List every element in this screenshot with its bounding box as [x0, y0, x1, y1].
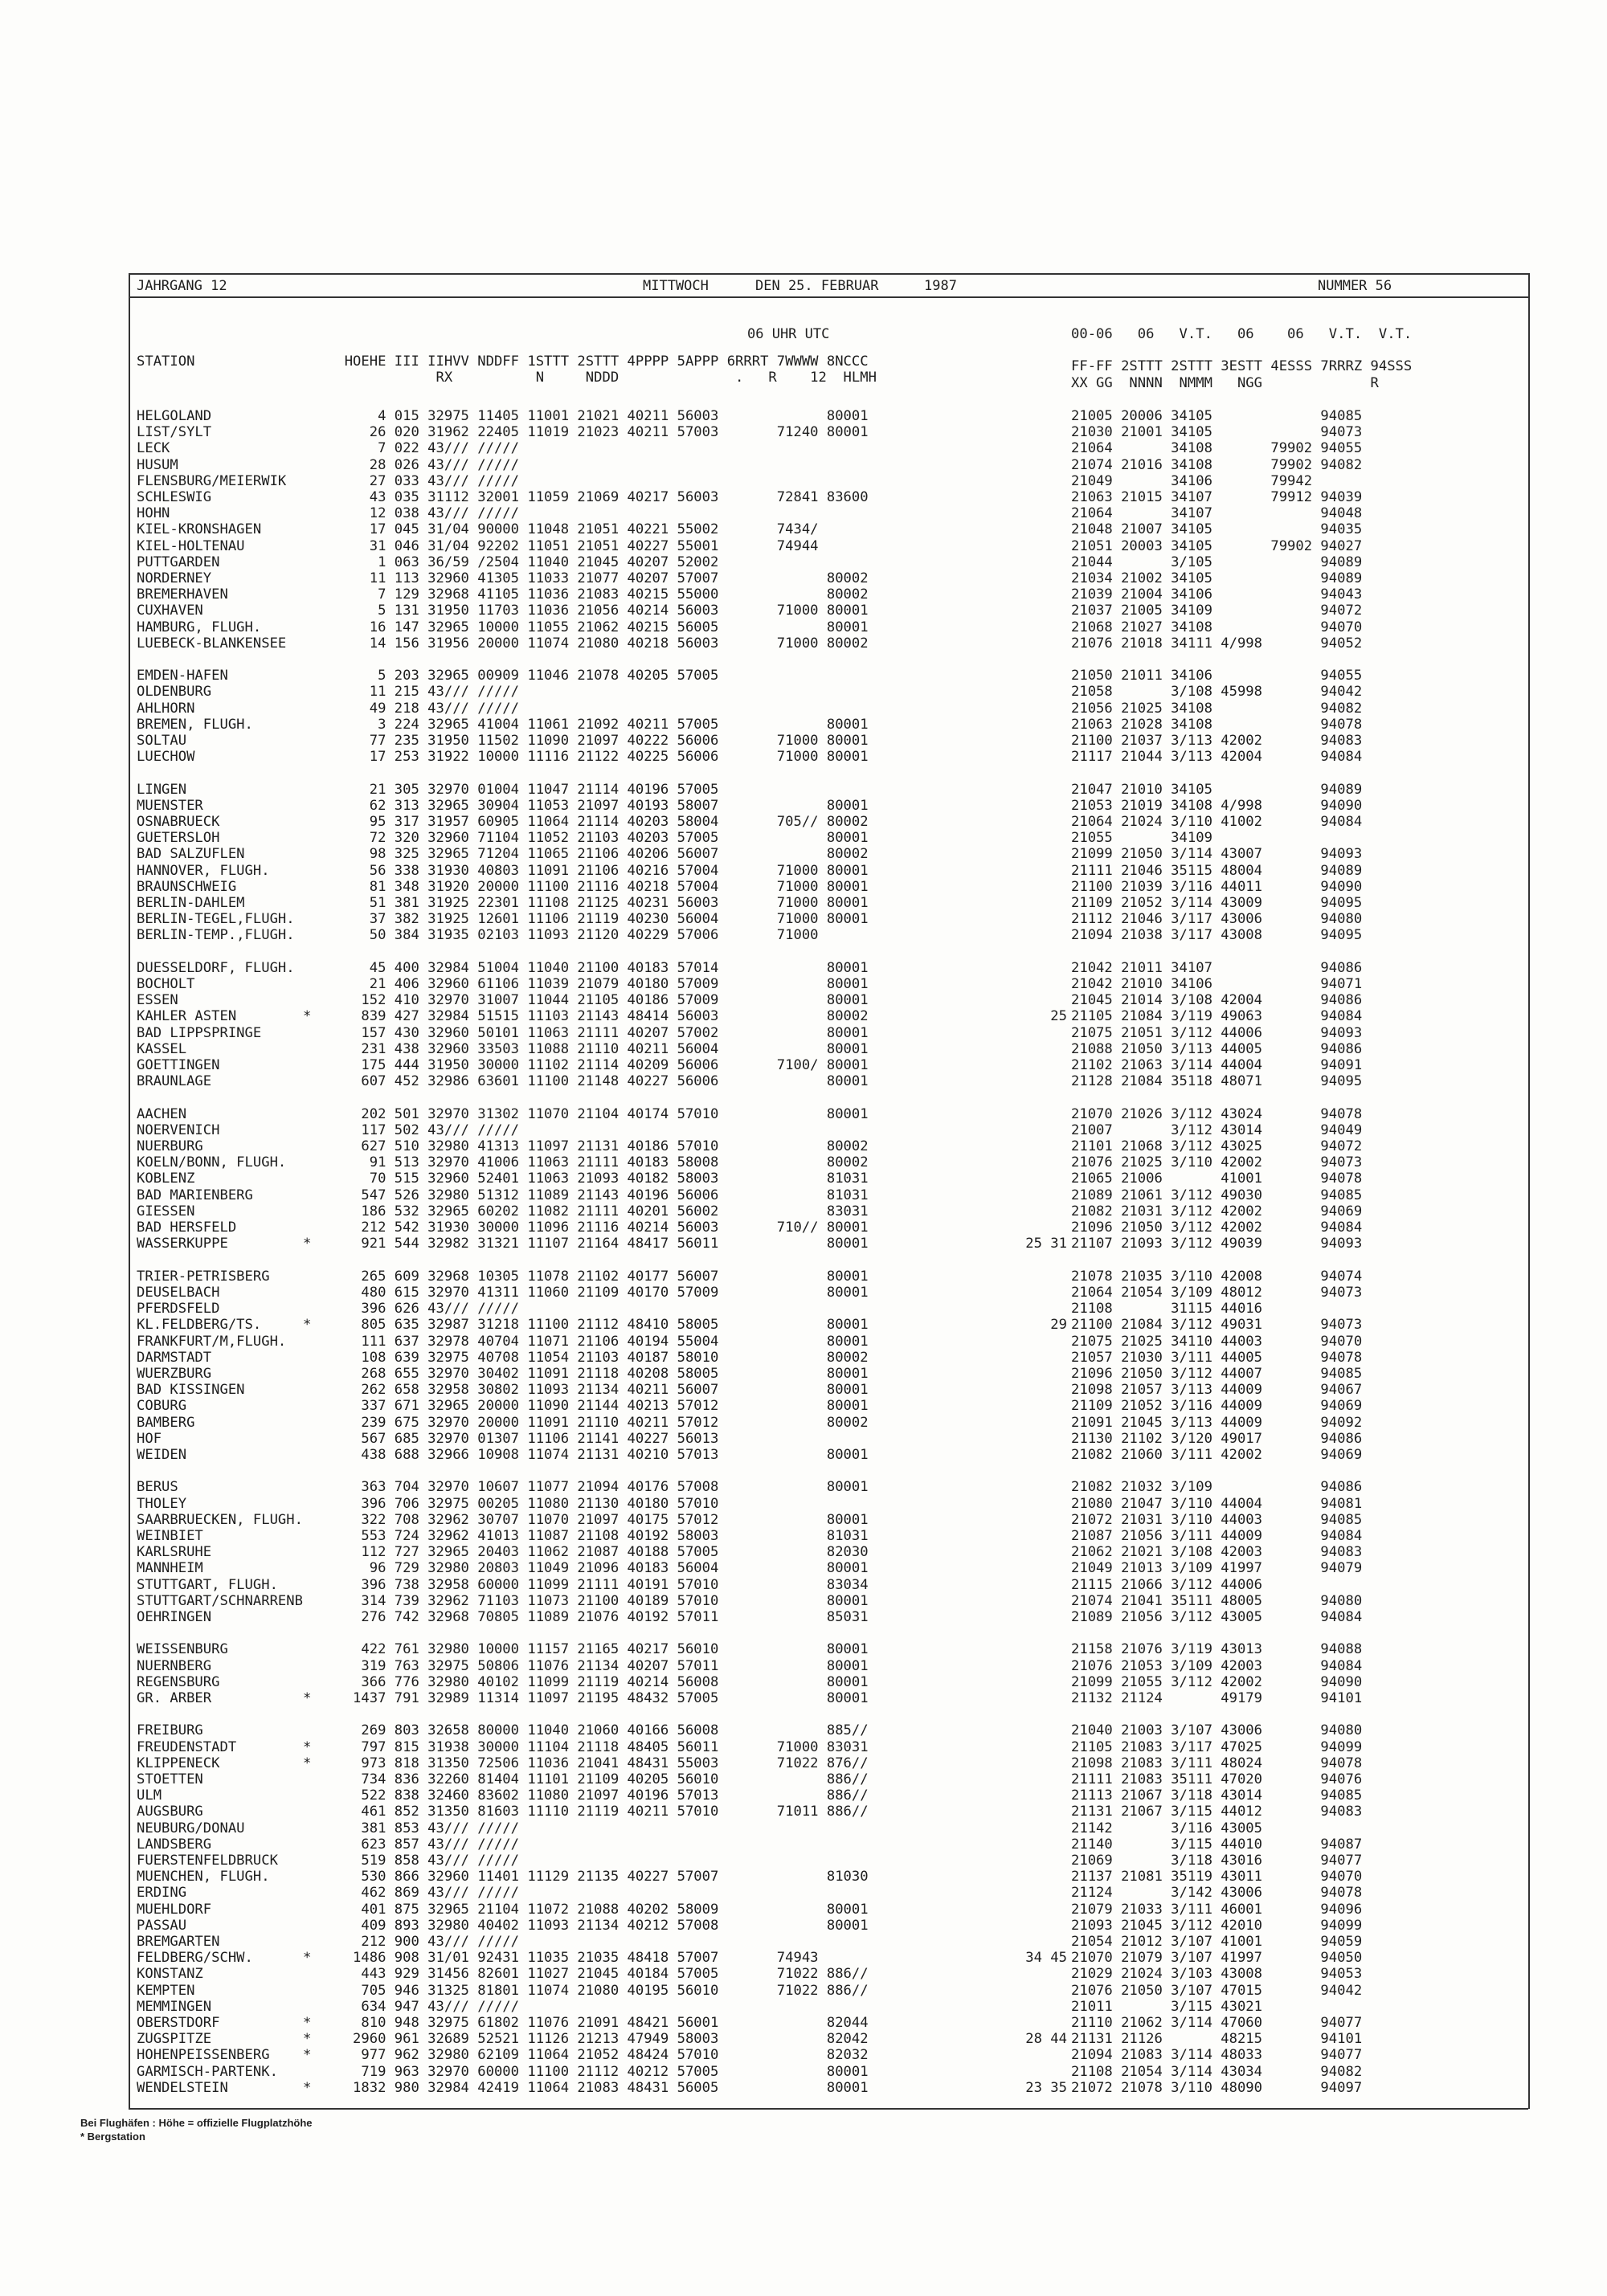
secondary-group-3: 21047 21010 34105 94089 21053 21019 34108 4/998 94090 21064 21024 3/110 41002 94084 21055 34109 21099 21050 3/114 43007 94093 21111 21046 35115 48004 94089 21100 21039 3/116 44011 94090 21109 21052 3/114 43009 94095 21112 21046 3/117 43006 94080 21094 21038 3/117 43008 94095 — [1071, 781, 1363, 944]
secondary-group-6: 21078 21035 3/110 42008 94074 21064 21054 3/109 48012 94073 21108 31115 44016 21100 21084 3/112 49031 94073 21075 21025 34110 44003 94070 21057 21030 3/111 44005 94078 21096 21050 3/112 44007 94085 21098 21057 3/113 44009 94067 21109 21052 3/116 44009 94069 21091 21045 3/113 44009 94092 21130 21102 3/120 49017 94086 21082 21060 3/111 42002 94069 — [1071, 1268, 1363, 1463]
station-group-8: WEISSENBURG 422 761 32980 10000 11157 21165 40217 56010 80001 NUERNBERG 319 763 32975 50806 11076 21134 40207 57011 80001 REGENSBURG 366 776 32980 40102 11099 21119 40214 56008 80001 GR. ARBER * 1437 791 32989 11314 11097 21195 48432 57005 80001 — [137, 1641, 869, 1706]
station-table-main — [137, 408, 869, 2112]
gust-extra-value: 25 — [1050, 1008, 1067, 1025]
column-headers-secondary: 00-06 06 V.T. 06 06 V.T. V.T. FF-FF 2STTT 2STTT 3ESTT 4ESSS 7RRRZ 94SSS XX GG NNNN NMMM NGG R — [1071, 326, 1413, 391]
issue-number: NUMMER 56 — [1318, 278, 1392, 294]
gust-extra-value: 25 31 — [1025, 1236, 1067, 1252]
secondary-group-2: 21050 21011 34106 94055 21058 3/108 45998 94042 21056 21025 34108 94082 21063 21028 34108 94078 21100 21037 3/113 42002 94083 21117 21044 3/113 42004 94084 — [1071, 668, 1363, 766]
date-label: DEN 25. FEBRUAR — [755, 278, 879, 294]
secondary-group-7: 21082 21032 3/109 94086 21080 21047 3/110 44004 94081 21072 21031 3/110 44003 94085 21087 21056 3/111 44009 94084 21062 21021 3/108 42003 94083 21049 21013 3/109 41997 94079 21115 21066 3/112 44006 21074 21041 35111 48005 94080 21089 21056 3/112 43005 94084 — [1071, 1479, 1363, 1625]
station-group-2: EMDEN-HAFEN 5 203 32965 00909 11046 21078 40205 57005 OLDENBURG 11 215 43/// ///// AHLHORN 49 218 43/// ///// BREMEN, FLUGH. 3 224 32965 41004 11061 21092 40211 57005 80001 SOLTAU 77 235 31950 11502 11090 21097 40222 56006 71000 80001 LUECHOW 17 253 31922 10000 11116 21122 40225 56006 71000 80001 — [137, 668, 869, 766]
secondary-group-8: 21158 21076 3/119 43013 94088 21076 21053 3/109 42003 94084 21099 21055 3/112 42002 94090 21132 21124 49179 94101 — [1071, 1641, 1363, 1706]
station-group-6: TRIER-PETRISBERG 265 609 32968 10305 11078 21102 40177 56007 80001 DEUSELBACH 480 615 32970 41311 11060 21109 40170 57009 80001 PFERDSFELD 396 626 43/// ///// KL.FELDBERG/TS. * 805 635 32987 31218 11100 21112 48410 58005 80001 FRANKFURT/M,FLUGH. 111 637 32978 40704 11071 21106 40194 55004 80001 DARMSTADT 108 639 32975 40708 11054 21103 40187 58010 80002 WUERZBURG 268 655 32970 30402 11091 21118 40208 58005 80001 BAD KISSINGEN 262 658 32958 30802 11093 21134 40211 56007 80001 COBURG 337 671 32965 20000 11090 21144 40213 57012 80001 BAMBERG 239 675 32970 20000 11091 21110 40211 57012 80002 HOF 567 685 32970 01307 11106 21141 40227 56013 WEIDEN 438 688 32966 10908 11074 21131 40210 57013 80001 — [137, 1268, 869, 1463]
station-table-secondary — [1071, 408, 1362, 2112]
footnote-mountain-station: * Bergstation — [80, 2131, 145, 2143]
station-group-7: BERUS 363 704 32970 10607 11077 21094 40176 57008 80001 THOLEY 396 706 32975 00205 11080 21130 40180 57010 SAARBRUECKEN, FLUGH. 322 708 32962 30707 11070 21097 40175 57012 80001 WEINBIET 553 724 32962 41013 11087 21108 40192 58003 81031 KARLSRUHE 112 727 32965 20403 11062 21087 40188 57005 82030 MANNHEIM 96 729 32980 20803 11049 21096 40183 56004 80001 STUTTGART, FLUGH. 396 738 32958 60000 11099 21111 40191 57010 83034 STUTTGART/SCHNARRENB 314 739 32962 71103 11073 21100 40189 57010 80001 OEHRINGEN 276 742 32968 70805 11089 21076 40192 57011 85031 — [137, 1479, 869, 1625]
observation-time: 06 UHR UTC — [747, 326, 830, 342]
station-group-5: AACHEN 202 501 32970 31302 11070 21104 40174 57010 80001 NOERVENICH 117 502 43/// ///// NUERBURG 627 510 32980 41313 11097 21131 40186 57010 80002 KOELN/BONN, FLUGH. 91 513 32970 41006 11063 21111 40183 58008 80002 KOBLENZ 70 515 32960 52401 11063 21093 40182 58003 81031 BAD MARIENBERG 547 526 32980 51312 11089 21143 40196 56006 81031 GIESSEN 186 532 32965 60202 11082 21111 40201 56002 83031 BAD HERSFELD 212 542 31930 30000 11096 21116 40214 56003 710// 80001 WASSERKUPPE * 921 544 32982 31321 11107 21164 48417 56011 80001 — [137, 1105, 869, 1252]
weekday-label: MITTWOCH — [643, 278, 709, 294]
volume-label: JAHRGANG 12 — [137, 278, 227, 294]
station-group-4: DUESSELDORF, FLUGH. 45 400 32984 51004 11040 21100 40183 57014 80001 BOCHOLT 21 406 32960 61106 11039 21079 40180 57009 80001 ESSEN 152 410 32970 31007 11044 21105 40186 57009 80001 KAHLER ASTEN * 839 427 32984 51515 11103 21143 48414 56003 80002 BAD LIPPSPRINGE 157 430 32960 50101 11063 21111 40207 57002 80001 KASSEL 231 438 32960 33503 11088 21110 40211 56004 80001 GOETTINGEN 175 444 31950 30000 11102 21114 40209 56006 7100/ 80001 BRAUNLAGE 607 452 32986 63601 11100 21148 40227 56006 80001 — [137, 959, 869, 1090]
secondary-group-1: 21005 20006 34105 94085 21030 21001 34105 94073 21064 34108 79902 94055 21074 21016 34108 79902 94082 21049 34106 79942 21063 21015 34107 79912 94039 21064 34107 94048 21048 21007 34105 94035 21051 20003 34105 79902 94027 21044 3/105 94089 21034 21002 34105 94089 21039 21004 34106 94043 21037 21005 34109 94072 21068 21027 34108 94070 21076 21018 34111 4/998 94052 — [1071, 408, 1363, 652]
secondary-group-4: 21042 21011 34107 94086 21042 21010 34106 94071 21045 21014 3/108 42004 94086 21105 21084 3/119 49063 94084 21075 21051 3/112 44006 94093 21088 21050 3/113 44005 94086 21102 21063 3/114 44004 94091 21128 21084 35118 48071 94095 — [1071, 959, 1363, 1090]
footnotes — [80, 2116, 313, 2143]
secondary-group-9: 21040 21003 3/107 43006 94080 21105 21083 3/117 47025 94099 21098 21083 3/111 48024 94078 21111 21083 35111 47020 94076 21113 21067 3/118 43014 94085 21131 21067 3/115 44012 94083 21142 3/116 43005 21140 3/115 44010 94087 21069 3/118 43016 94077 21137 21081 35119 43011 94070 21124 3/142 43006 94078 21079 21033 3/111 46001 94096 21093 21045 3/112 42010 94099 21054 21012 3/107 41001 94059 21070 21079 3/107 41997 94050 21029 21024 3/103 43008 94053 21076 21050 3/107 47015 94042 21011 3/115 43021 21110 21062 3/114 47060 94077 21131 21126 48215 94101 21094 21083 3/114 48033 94077 21108 21054 3/114 43034 94082 21072 21078 3/110 48090 94097 — [1071, 1722, 1363, 2096]
station-group-3: LINGEN 21 305 32970 01004 11047 21114 40196 57005 MUENSTER 62 313 32965 30904 11053 21097 40193 58007 80001 OSNABRUECK 95 317 31957 60905 11064 21114 40203 58004 705// 80002 GUETERSLOH 72 320 32960 71104 11052 21103 40203 57005 80001 BAD SALZUFLEN 98 325 32965 71204 11065 21106 40206 56007 80002 HANNOVER, FLUGH. 56 338 31930 40803 11091 21106 40216 57004 71000 80001 BRAUNSCHWEIG 81 348 31920 20000 11100 21116 40218 57004 71000 80001 BERLIN-DAHLEM 51 381 31925 22301 11108 21125 40231 56003 71000 80001 BERLIN-TEGEL,FLUGH. 37 382 31925 12601 11106 21119 40230 56004 71000 80001 BERLIN-TEMP.,FLUGH. 50 384 31935 02103 11093 21120 40229 57006 71000 — [137, 781, 869, 944]
station-group-9: FREIBURG 269 803 32658 80000 11040 21060 40166 56008 885// FREUDENSTADT * 797 815 31938 30000 11104 21118 48405 56011 71000 83031 KLIPPENECK * 973 818 31350 72506 11036 21041 48431 55003 71022 876// STOETTEN 734 836 32260 81404 11101 21109 40205 56010 886// ULM 522 838 32460 83602 11080 21097 40196 57013 886// AUGSBURG 461 852 31350 81603 11110 21119 40211 57010 71011 886// NEUBURG/DONAU 381 853 43/// ///// LANDSBERG 623 857 43/// ///// FUERSTENFELDBRUCK 519 858 43/// ///// MUENCHEN, FLUGH. 530 866 32960 11401 11129 21135 40227 57007 81030 ERDING 462 869 43/// ///// MUEHLDORF 401 875 32965 21104 11072 21088 40202 58009 80001 PASSAU 409 893 32980 40402 11093 21134 40212 57008 80001 BREMGARTEN 212 900 43/// ///// FELDBERG/SCHW. * 1486 908 31/01 92431 11035 21035 48418 57007 74943 KONSTANZ 443 929 31456 82601 11027 21045 40184 57005 71022 886// KEMPTEN 705 946 31325 81801 11074 21080 40195 56010 71022 886// MEMMINGEN 634 947 43/// ///// OBERSTDORF * 810 948 32975 61802 11076 21091 48421 56001 82044 ZUGSPITZE * 2960 961 32689 52521 11126 21213 47949 58003 82042 HOHENPEISSENBERG * 977 962 32980 62109 11064 21052 48424 57010 82032 GARMISCH-PARTENK. 719 963 32970 60000 11100 21112 40212 57005 80001 WENDELSTEIN * 1832 980 32984 42419 11064 21083 48431 56005 80001 — [137, 1722, 869, 2096]
secondary-group-5: 21070 21026 3/112 43024 94078 21007 3/112 43014 94049 21101 21068 3/112 43025 94072 21076 21025 3/110 42002 94073 21065 21006 41001 94078 21089 21061 3/112 49030 94085 21082 21031 3/112 42002 94069 21096 21050 3/112 42002 94084 21107 21093 3/112 49039 94093 — [1071, 1105, 1363, 1252]
gust-extra-value: 34 45 — [1025, 1950, 1067, 1966]
footnote-airports: Bei Flughäfen : Höhe = offizielle Flugplatzhöhe — [80, 2117, 313, 2129]
column-headers-main: STATION HOEHE III IIHVV NDDFF 1STTT 2STTT 4PPPP 5APPP 6RRRT 7WWWW 8NCCC RX N NDDD . R 12 HLMH — [137, 353, 877, 386]
year-label: 1987 — [924, 278, 957, 294]
gust-extra-value: 23 35 — [1025, 2079, 1067, 2096]
station-group-1: HELGOLAND 4 015 32975 11405 11001 21021 40211 56003 80001 LIST/SYLT 26 020 31962 22405 11019 21023 40211 57003 71240 80001 LECK 7 022 43/// ///// HUSUM 28 026 43/// ///// FLENSBURG/MEIERWIK 27 033 43/// ///// SCHLESWIG 43 035 31112 32001 11059 21069 40217 56003 72841 83600 HOHN 12 038 43/// ///// KIEL-KRONSHAGEN 17 045 31/04 90000 11048 21051 40221 55002 7434/ KIEL-HOLTENAU 31 046 31/04 92202 11051 21051 40227 55001 74944 PUTTGARDEN 1 063 36/59 /2504 11040 21045 40207 52002 NORDERNEY 11 113 32960 41305 11033 21077 40207 57007 80002 BREMERHAVEN 7 129 32968 41105 11036 21083 40215 55000 80002 CUXHAVEN 5 131 31950 11703 11036 21056 40214 56003 71000 80001 HAMBURG, FLUGH. 16 147 32965 10000 11055 21062 40215 56005 80001 LUEBECK-BLANKENSEE 14 156 31956 20000 11074 21080 40218 56003 71000 80002 — [137, 408, 869, 652]
gust-extra-value: 28 44 — [1025, 2031, 1067, 2047]
gust-extra-value: 29 — [1050, 1317, 1067, 1334]
